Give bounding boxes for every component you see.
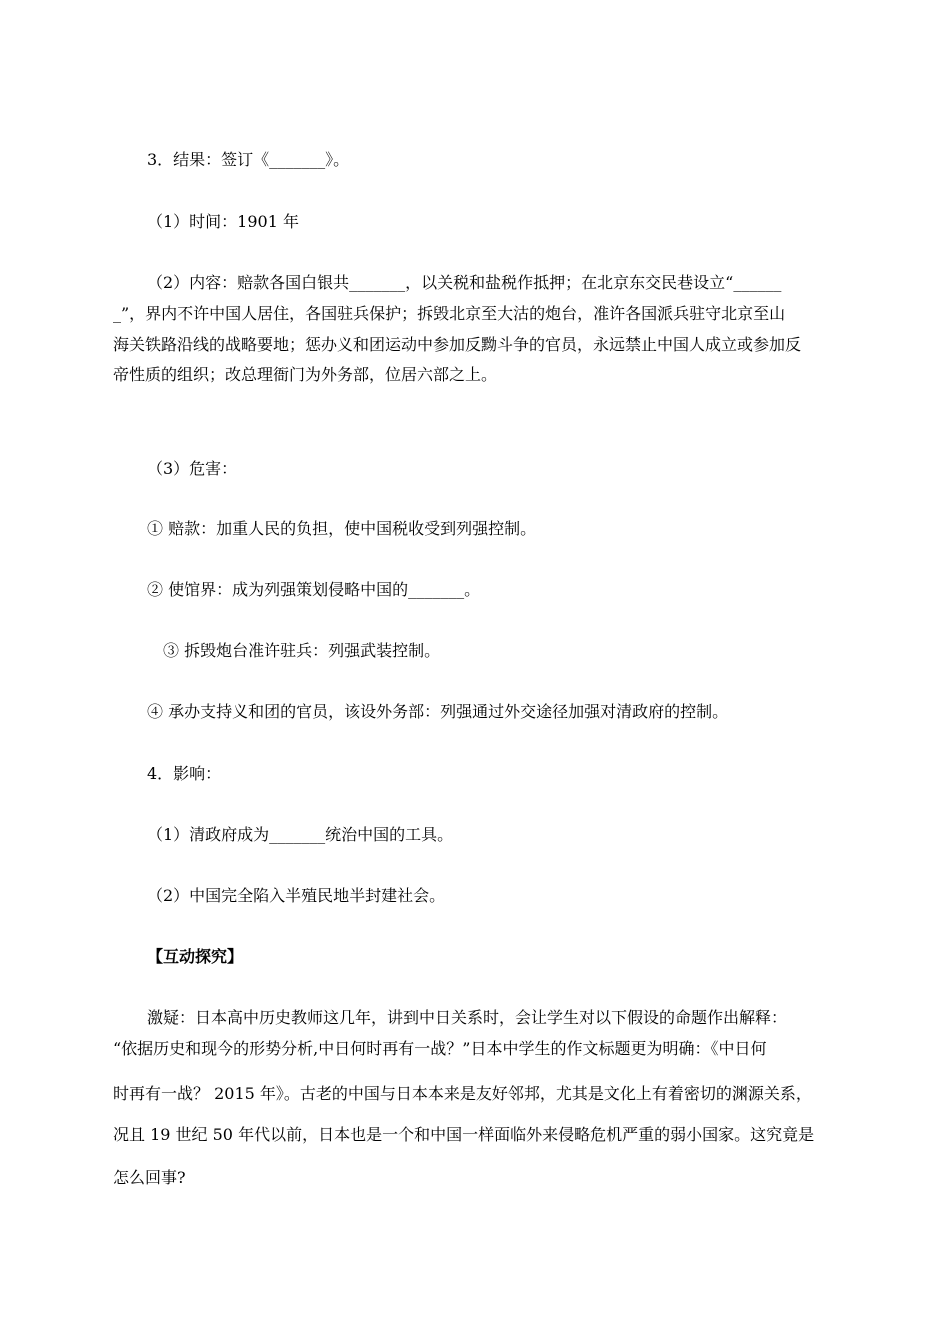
impact-item-1: （1）清政府成为_______统治中国的工具。 bbox=[147, 825, 454, 844]
inquiry-line-3: 时再有一战？ 2015 年》。古老的中国与日本本来是友好邻邦，尤其是文化上有着密切的渊源关系， bbox=[113, 1084, 812, 1103]
treaty-content-line-3: 海关铁路沿线的战略要地；惩办义和团运动中参加反黝斗争的官员，永远禁止中国人成立或参加反 bbox=[113, 335, 802, 354]
impact-item-2: （2）中国完全陷入半殖民地半封建社会。 bbox=[147, 886, 446, 905]
inquiry-line-1: 激疑：日本高中历史教师这几年，讲到中日关系时，会让学生对以下假设的命题作出解释： bbox=[147, 1008, 788, 1027]
harm-item-1: ① 赔款：加重人民的负担，使中国税收受到列强控制。 bbox=[147, 519, 537, 538]
harm-item-2: ② 使馆界：成为列强策划侵略中国的_______。 bbox=[147, 580, 481, 599]
harm-item-4: ④ 承办支持义和团的官员，该设外务部：列强通过外交途径加强对清政府的控制。 bbox=[147, 702, 729, 721]
inquiry-line-2: “依据历史和现今的形势分析,中日何时再有一战？”日本中学生的作文标题更为明确：《中日何 bbox=[113, 1039, 767, 1058]
treaty-content-line-2: _”，界内不许中国人居住，各国驻兵保护；拆毁北京至大沽的炮台，准许各国派兵驻守北京至山 bbox=[113, 304, 786, 323]
inquiry-line-4: 况且 19 世纪 50 年代以前，日本也是一个和中国一样面临外来侵略危机严重的弱小国家。这究竟是 bbox=[113, 1125, 815, 1144]
result-heading: 3．结果：签订《_______》。 bbox=[147, 150, 350, 169]
treaty-time: （1）时间：1901 年 bbox=[147, 212, 299, 231]
section-title: 【互动探究】 bbox=[147, 947, 244, 966]
harm-item-3: ③ 拆毁炮台准许驻兵：列强武装控制。 bbox=[163, 641, 441, 660]
harm-heading: （3）危害： bbox=[147, 459, 238, 478]
treaty-content-line-4: 帝性质的组织；改总理衙门为外务部，位居六部之上。 bbox=[113, 365, 498, 384]
inquiry-line-5: 怎么回事? bbox=[113, 1168, 186, 1187]
treaty-content-line-1: （2）内容：赔款各国白银共_______，以关税和盐税作抵押；在北京东交民巷设立“______ bbox=[147, 273, 782, 292]
impact-heading: 4．影响： bbox=[147, 764, 222, 783]
